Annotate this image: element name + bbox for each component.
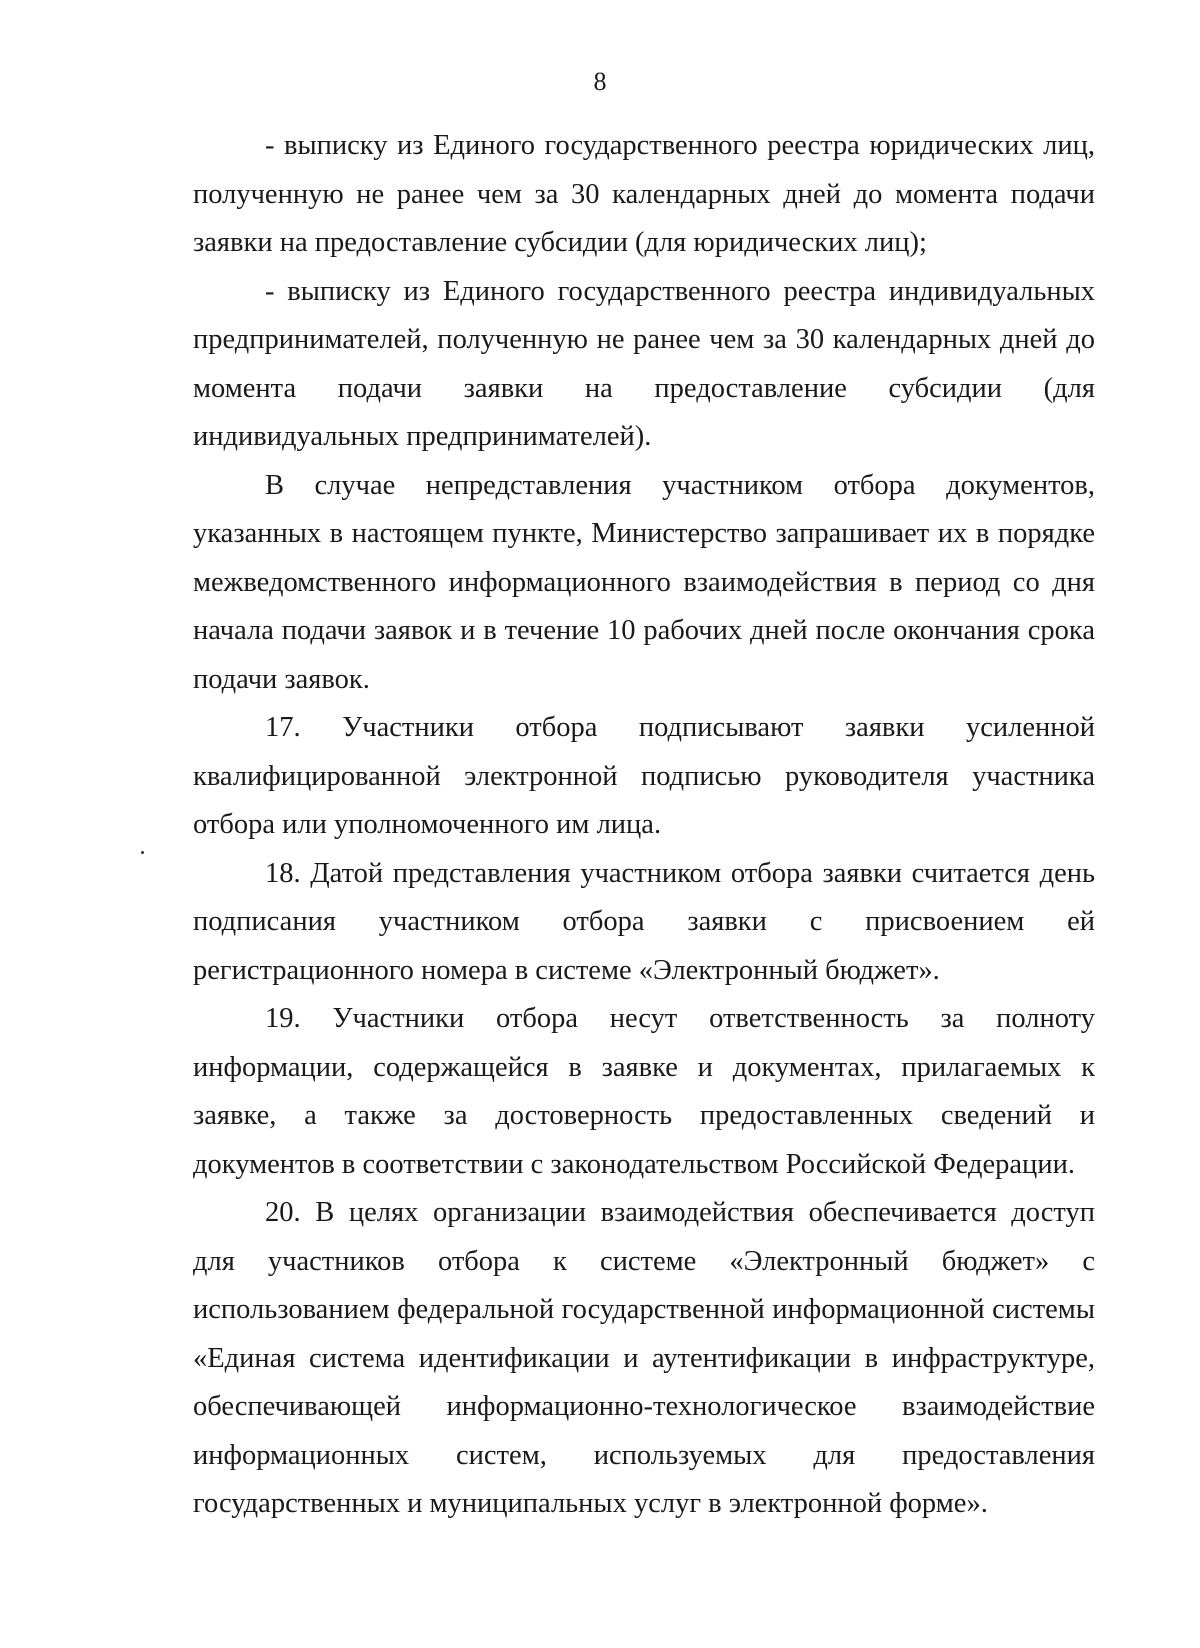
paragraph-extract-entrepreneurs: - выписку из Единого государственного реестра индивидуальных предпринимателей, полученную не ранее чем за 30 календарных дней до момента подачи заявки на предоставление субсидии (для индивидуальных предпринимателей). — [193, 275, 1095, 452]
paragraph-extract-legal-entities: - выписку из Единого государственного реестра юридических лиц, полученную не ранее чем за 30 календарных дней до момента подачи заявки на предоставление субсидии (для юридических лиц); — [193, 130, 1095, 258]
paragraph-clause-17: 17. Участники отбора подписывают заявки усиленной квалифицированной электронной подписью руководителя участника отбора или уполномоченного им лица. — [193, 712, 1095, 840]
paragraph-clause-18: 18. Датой представления участником отбора заявки считается день подписания участником отбора заявки с присвоением ей регистрационного номера в системе «Электронный бюджет». — [193, 857, 1095, 986]
page-number: 8 — [593, 67, 607, 96]
scan-speck — [141, 851, 144, 854]
document-body — [193, 122, 1095, 1529]
paragraph-clause-20: 20. В целях организации взаимодействия обеспечивается доступ для участников отбора к системе «Электронный бюджет» с использованием федеральной государственной информационной системы «Единая система идентификации и аутентификации в инфраструктуре, обеспечивающей информационно-технологическое взаимодействие информационных систем, используемых для предоставления государственных и муниципальных услуг в электронной форме». — [193, 1197, 1095, 1519]
paragraph-clause-19: 19. Участники отбора несут ответственность за полноту информации, содержащейся в заявке и документах, прилагаемых к заявке, а также за достоверность предоставленных сведений и документов в соответствии с законодательством Российской Федерации. — [193, 1003, 1095, 1180]
paragraph-interagency-request: В случае непредставления участником отбора документов, указанных в настоящем пункте, Министерство запрашивает их в порядке межведомственного информационного взаимодействия в период со дня начала подачи заявок и в течение 10 рабочих дней после окончания срока подачи заявок. — [193, 469, 1095, 695]
